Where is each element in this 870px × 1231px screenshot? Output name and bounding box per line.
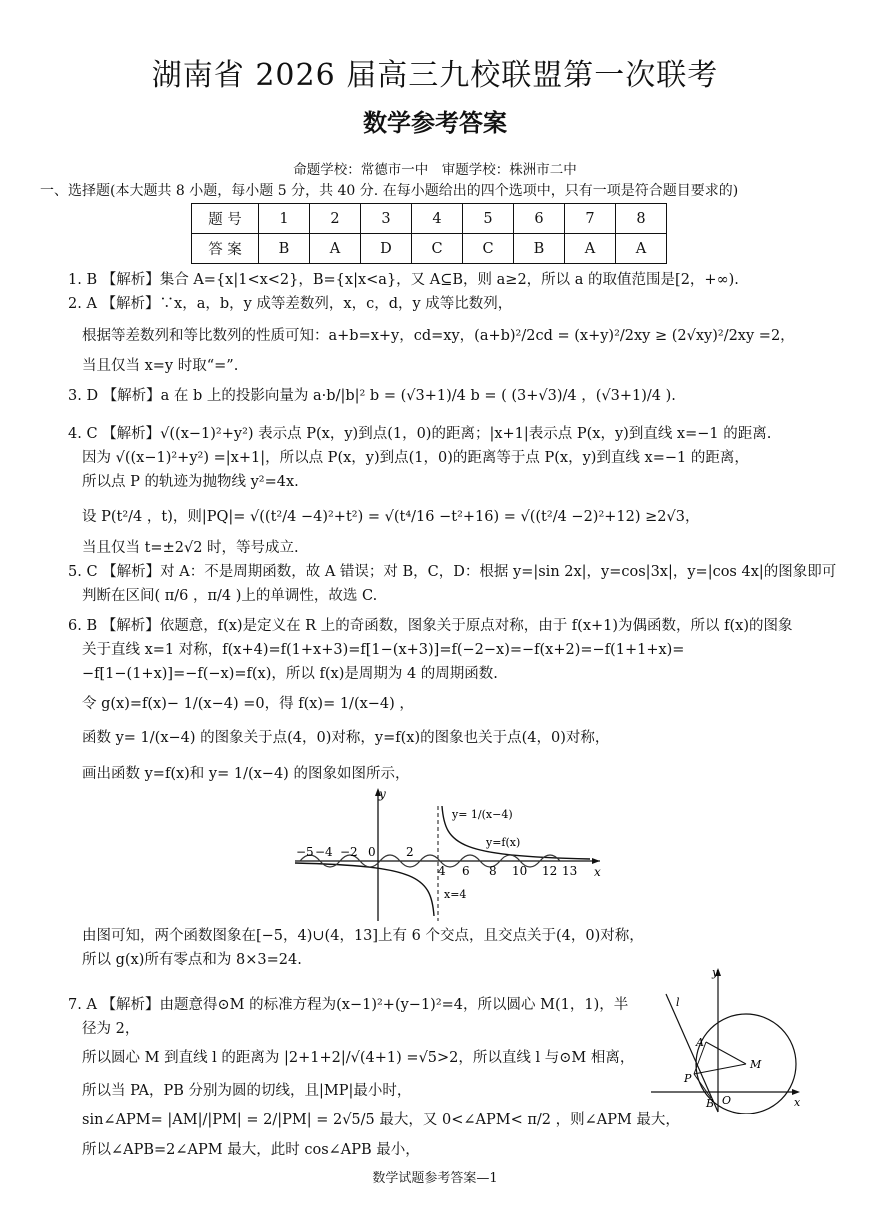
solution-line-18: 画出函数 y=f(x)和 y= 1/(x−4) 的图象如图所示，: [82, 766, 410, 782]
circle-tangent-figure: [646, 964, 812, 1114]
solution-line-5: 3. D 【解析】a 在 b 上的投影向量为 a·b/|b|² b = (√3+1)/4 b = ( (3+√3)/4 ，(√3+1)/4 ).: [68, 388, 676, 404]
tick-label: 0: [368, 845, 376, 859]
table-cell: 5: [463, 204, 514, 234]
x-axis-arrow: [792, 1089, 800, 1095]
reciprocal-curve-left: [295, 863, 434, 916]
label-y: y: [712, 966, 719, 979]
tick-label: 12: [542, 864, 558, 878]
table-row-numbers: [192, 204, 667, 234]
label-p: P: [684, 1072, 692, 1085]
label-l: l: [676, 996, 680, 1009]
setters-line: 命题学校：常德市一中 审题学校：株洲市二中: [293, 162, 577, 178]
tick-label: −5: [296, 845, 314, 859]
solution-line-24: 所以当 PA，PB 分别为圆的切线，且|MP|最小时，: [82, 1083, 412, 1099]
asymptote-label: x=4: [444, 888, 467, 901]
x-axis-label: x: [594, 865, 601, 879]
table-cell: 6: [514, 204, 565, 234]
segment-pm: [694, 1064, 746, 1074]
tick-label: 10: [512, 864, 528, 878]
table-cell: A: [565, 234, 616, 264]
table-cell: 1: [259, 204, 310, 234]
x-axis-arrow: [592, 858, 600, 864]
solution-line-19: 由图可知，两个函数图象在[−5，4)∪(4，13]上有 6 个交点，且交点关于(4，0)对称，: [82, 928, 644, 944]
solution-line-20: 所以 g(x)所有零点和为 8×3=24.: [82, 952, 302, 968]
solution-line-11: 5. C 【解析】对 A：不是周期函数，故 A 错误；对 B，C，D：根据 y=|sin 2x|，y=cos|3x|，y=|cos 4x|的图象即可: [68, 564, 837, 580]
table-cell: 8: [616, 204, 667, 234]
document-subtitle: 数学参考答案: [363, 109, 507, 137]
solution-line-7: 因为 √((x−1)²+y²) =|x+1|，所以点 P(x，y)到点(1，0)的距离等于点 P(x，y)到直线 x=−1 的距离，: [82, 450, 749, 466]
solution-line-15: −f[1−(1+x)]=−f(−x)=f(x)，所以 f(x)是周期为 4 的周期函数.: [82, 666, 498, 682]
solution-line-22: 径为 2，: [82, 1021, 140, 1037]
line-l: [666, 994, 718, 1112]
section-heading: 一、选择题(本大题共 8 小题，每小题 5 分，共 40 分. 在每小题给出的四个选项中，只有一项是符合题目要求的): [40, 183, 739, 199]
table-cell: C: [412, 234, 463, 264]
solution-line-16: 令 g(x)=f(x)− 1/(x−4) =0，得 f(x)= 1/(x−4) ，: [82, 696, 414, 712]
table-cell: 7: [565, 204, 616, 234]
solution-line-21: 7. A 【解析】由题意得⊙M 的标准方程为(x−1)²+(y−1)²=4，所以圆心 M(1，1)，半: [68, 997, 629, 1013]
tick-label: 8: [489, 864, 497, 878]
y-axis-label: y: [379, 787, 386, 801]
solution-line-26: 所以∠APB=2∠APM 最大，此时 cos∠APB 最小，: [82, 1142, 420, 1158]
table-cell: A: [616, 234, 667, 264]
function-graph-figure: [290, 786, 610, 926]
table-cell: A: [310, 234, 361, 264]
table-cell: 3: [361, 204, 412, 234]
table-cell: 2: [310, 204, 361, 234]
page-footer: 数学试题参考答案—1: [372, 1171, 498, 1186]
solution-line-25: sin∠APM= |AM|/|PM| = 2/|PM| = 2√5/5 最大，又 0<∠APM< π/2 ，则∠APM 最大，: [82, 1112, 680, 1128]
table-cell: 4: [412, 204, 463, 234]
table-cell: 题 号: [192, 204, 259, 234]
solution-line-6: 4. C 【解析】√((x−1)²+y²) 表示点 P(x，y)到点(1，0)的距离；|x+1|表示点 P(x，y)到直线 x=−1 的距离.: [68, 426, 772, 442]
tick-label: 2: [406, 845, 414, 859]
solution-line-17: 函数 y= 1/(x−4) 的图象关于点(4，0)对称，y=f(x)的图象也关于点(4，0)对称，: [82, 730, 610, 746]
table-cell: C: [463, 234, 514, 264]
answer-table: [191, 203, 667, 264]
solution-line-2: 2. A 【解析】∵x，a，b，y 成等差数列，x，c，d，y 成等比数列，: [68, 296, 513, 312]
segment-am: [706, 1042, 746, 1064]
solution-line-12: 判断在区间( π/6 ，π/4 )上的单调性，故选 C.: [82, 588, 378, 604]
table-row-answers: [192, 234, 667, 264]
tick-label: −2: [340, 845, 358, 859]
solution-line-13: 6. B 【解析】依题意，f(x)是定义在 R 上的奇函数，图象关于原点对称，由于 f(x+1)为偶函数，所以 f(x)的图象: [68, 618, 793, 634]
table-cell: B: [514, 234, 565, 264]
tick-label: 6: [462, 864, 470, 878]
label-x: x: [794, 1096, 801, 1109]
solution-line-14: 关于直线 x=1 对称，f(x+4)=f(1+x+3)=f[1−(x+3)]=f(−2−x)=−f(x+2)=−f(1+1+x)=: [82, 642, 685, 658]
tick-label: 4: [438, 864, 446, 878]
tick-label: 13: [562, 864, 578, 878]
solution-line-9: 设 P(t²/4 ，t)，则|PQ|= √((t²/4 −4)²+t²) = √(t⁴/16 −t²+16) = √((t²/4 −2)²+12) ≥2√3，: [82, 509, 700, 525]
table-cell: B: [259, 234, 310, 264]
curve2-label: y=f(x): [486, 836, 521, 849]
table-cell: 答 案: [192, 234, 259, 264]
label-b: B: [706, 1097, 715, 1110]
curve1-label: y= 1/(x−4): [452, 808, 513, 821]
label-a: A: [696, 1036, 704, 1049]
label-o: O: [722, 1094, 732, 1107]
solution-line-1: 1. B 【解析】集合 A={x|1<x<2}，B={x|x<a}，又 A⊆B，则 a≥2，所以 a 的取值范围是[2，+∞).: [68, 272, 739, 288]
solution-line-3: 根据等差数列和等比数列的性质可知：a+b=x+y，cd=xy，(a+b)²/2cd = (x+y)²/2xy ≥ (2√xy)²/2xy =2，: [82, 328, 795, 344]
solution-line-23: 所以圆心 M 到直线 l 的距离为 |2+1+2|/√(4+1) =√5>2，所以直线 l 与⊙M 相离，: [82, 1050, 635, 1066]
tick-label: −4: [315, 845, 333, 859]
table-cell: D: [361, 234, 412, 264]
solution-line-10: 当且仅当 t=±2√2 时，等号成立.: [82, 540, 299, 556]
solution-line-8: 所以点 P 的轨迹为抛物线 y²=4x.: [82, 474, 299, 490]
solution-line-4: 当且仅当 x=y 时取“=”.: [82, 358, 239, 374]
label-m: M: [750, 1058, 762, 1071]
document-title: 湖南省 2026 届高三九校联盟第一次联考: [151, 58, 719, 93]
